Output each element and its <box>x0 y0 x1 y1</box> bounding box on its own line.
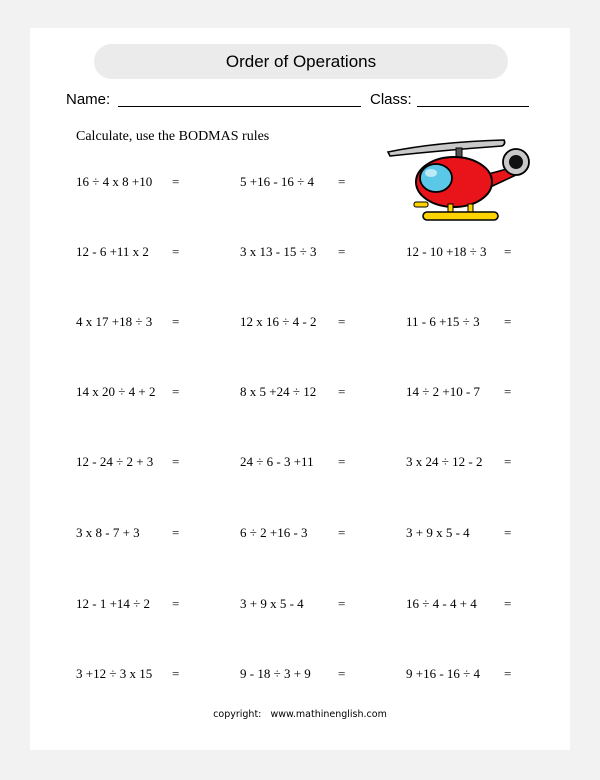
problem-equals-sign: = <box>504 314 512 329</box>
problem-equals-sign: = <box>504 244 512 259</box>
problem-expression: 8 x 5 +24 ÷ 12 <box>240 384 317 399</box>
problem-equals-sign: = <box>172 174 180 189</box>
problem-expression: 12 - 10 +18 ÷ 3 <box>406 244 487 259</box>
problem-expression: 3 x 13 - 15 ÷ 3 <box>240 244 317 259</box>
problem-expression: 3 x 8 - 7 + 3 <box>76 525 140 540</box>
problem-expression: 3 x 24 ÷ 12 - 2 <box>406 454 483 469</box>
problem-equals-sign: = <box>504 666 512 681</box>
problem-expression: 6 ÷ 2 +16 - 3 <box>240 525 308 540</box>
problem-equals-sign: = <box>338 525 346 540</box>
problem-equals-sign: = <box>338 314 346 329</box>
problem-expression: 16 ÷ 4 x 8 +10 <box>76 174 153 189</box>
problem-expression: 9 - 18 ÷ 3 + 9 <box>240 666 311 681</box>
problem-equals-sign: = <box>338 244 346 259</box>
problem-equals-sign: = <box>338 596 346 611</box>
problem-expression: 12 - 1 +14 ÷ 2 <box>76 596 151 611</box>
problem-expression: 16 ÷ 4 - 4 + 4 <box>406 596 477 611</box>
problem-expression: 12 - 24 ÷ 2 + 3 <box>76 454 154 469</box>
problem-equals-sign: = <box>504 525 512 540</box>
problem-equals-sign: = <box>172 384 180 399</box>
copyright-label: copyright: <box>213 709 262 720</box>
class-field-line[interactable] <box>417 106 529 107</box>
problem-equals-sign: = <box>172 666 180 681</box>
problem-expression: 5 +16 - 16 ÷ 4 <box>240 174 315 189</box>
problem-expression: 14 ÷ 2 +10 - 7 <box>406 384 481 399</box>
copyright-site: www.mathinenglish.com <box>270 709 387 720</box>
problem-expression: 12 - 6 +11 x 2 <box>76 244 149 259</box>
problem-equals-sign: = <box>338 454 346 469</box>
problem-equals-sign: = <box>172 244 180 259</box>
problem-equals-sign: = <box>172 525 180 540</box>
problem-expression: 4 x 17 +18 ÷ 3 <box>76 314 153 329</box>
problem-equals-sign: = <box>172 454 180 469</box>
problem-equals-sign: = <box>504 384 512 399</box>
problem-expression: 11 - 6 +15 ÷ 3 <box>406 314 480 329</box>
problem-equals-sign: = <box>338 666 346 681</box>
instruction-text: Calculate, use the BODMAS rules <box>76 129 270 144</box>
problem-equals-sign: = <box>338 384 346 399</box>
helicopter-icon <box>386 138 536 223</box>
worksheet-title-text: Order of Operations <box>225 51 377 71</box>
worksheet <box>30 28 570 750</box>
problem-expression: 9 +16 - 16 ÷ 4 <box>406 666 481 681</box>
problem-equals-sign: = <box>504 596 512 611</box>
problem-expression: 12 x 16 ÷ 4 - 2 <box>240 314 317 329</box>
copyright-footer <box>30 709 570 720</box>
class-label: Class: <box>370 91 412 108</box>
problem-expression: 3 +12 ÷ 3 x 15 <box>76 666 153 681</box>
problem-expression: 3 + 9 x 5 - 4 <box>240 596 304 611</box>
worksheet-title <box>94 44 508 79</box>
name-field-line[interactable] <box>118 106 361 107</box>
name-label: Name: <box>66 91 111 108</box>
problem-expression: 14 x 20 ÷ 4 + 2 <box>76 384 156 399</box>
problem-expression: 24 ÷ 6 - 3 +11 <box>240 454 314 469</box>
problem-equals-sign: = <box>172 596 180 611</box>
problem-equals-sign: = <box>504 454 512 469</box>
problem-expression: 3 + 9 x 5 - 4 <box>406 525 470 540</box>
problem-equals-sign: = <box>172 314 180 329</box>
problem-equals-sign: = <box>338 174 346 189</box>
